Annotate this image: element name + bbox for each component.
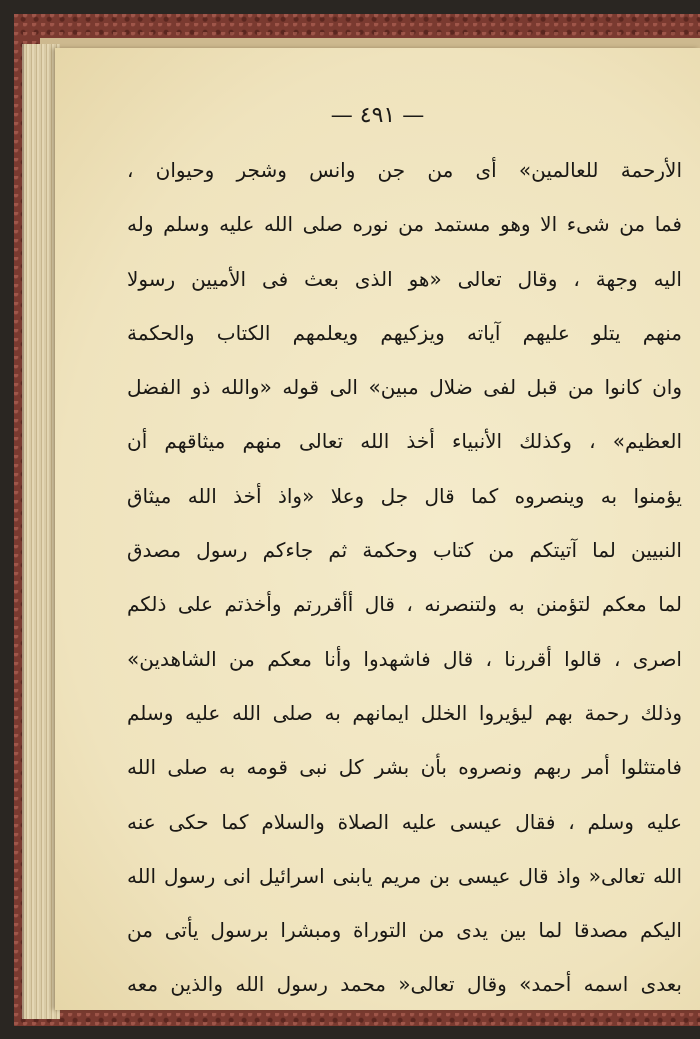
text-line: يؤمنوا به وينصروه كما قال جل وعلا «واذ أخذ الله ميثاق [127, 483, 682, 508]
page-block-top-edge [40, 38, 700, 48]
text-line: النبيين لما آتيتكم من كتاب وحكمة ثم جاءكم رسول مصدق [127, 538, 682, 563]
page-text [127, 143, 682, 1012]
text-line: اصرى ، قالوا أقررنا ، قال فاشهدوا وأنا معكم من الشاهدين» [127, 646, 682, 671]
text-line: اليكم مصدقا لما بين يدى من التوراة ومبشرا برسول يأتى من [127, 918, 682, 943]
text-line: فامتثلوا أمر ربهم ونصروه بأن بشر كل نبى قومه به صلى الله [127, 755, 682, 780]
text-line: عليه وسلم ، فقال عيسى عليه الصلاة والسلام كما حكى عنه [127, 809, 682, 834]
text-line: اليه وجهة ، وقال تعالى «هو الذى بعث فى الأميين رسولا [127, 266, 682, 291]
text-line: وذلك رحمة بهم ليؤيروا الخلل ايمانهم به صلى الله عليه وسلم [127, 700, 682, 725]
text-line: لما معكم لتؤمنن به ولتنصرنه ، قال أأقررتم وأخذتم على ذلكم [127, 592, 682, 617]
text-line: العظيم» ، وكذلك الأنبياء أخذ الله تعالى منهم ميثاقهم أن [127, 429, 682, 454]
text-line: الأرحمة للعالمين» أى من جن وانس وشجر وحيوان ، [127, 158, 682, 182]
page-number: — ٤٩١ — [330, 103, 425, 128]
book-page [55, 48, 700, 1010]
text-line: فما من شىء الا وهو مستمد من نوره صلى الله عليه وسلم وله [127, 212, 682, 237]
text-line: بعدى اسمه أحمد» وقال تعالى« محمد رسول الله والذين معه [127, 972, 682, 997]
text-line: منهم يتلو عليهم آياته ويزكيهم ويعلمهم الكتاب والحكمة [127, 320, 682, 345]
text-line: الله تعالى« واذ قال عيسى بن مريم يابنى اسرائيل انى رسول الله [127, 863, 682, 888]
text-line: وان كانوا من قبل لفى ضلال مبين» الى قوله «والله ذو الفضل [127, 375, 682, 400]
